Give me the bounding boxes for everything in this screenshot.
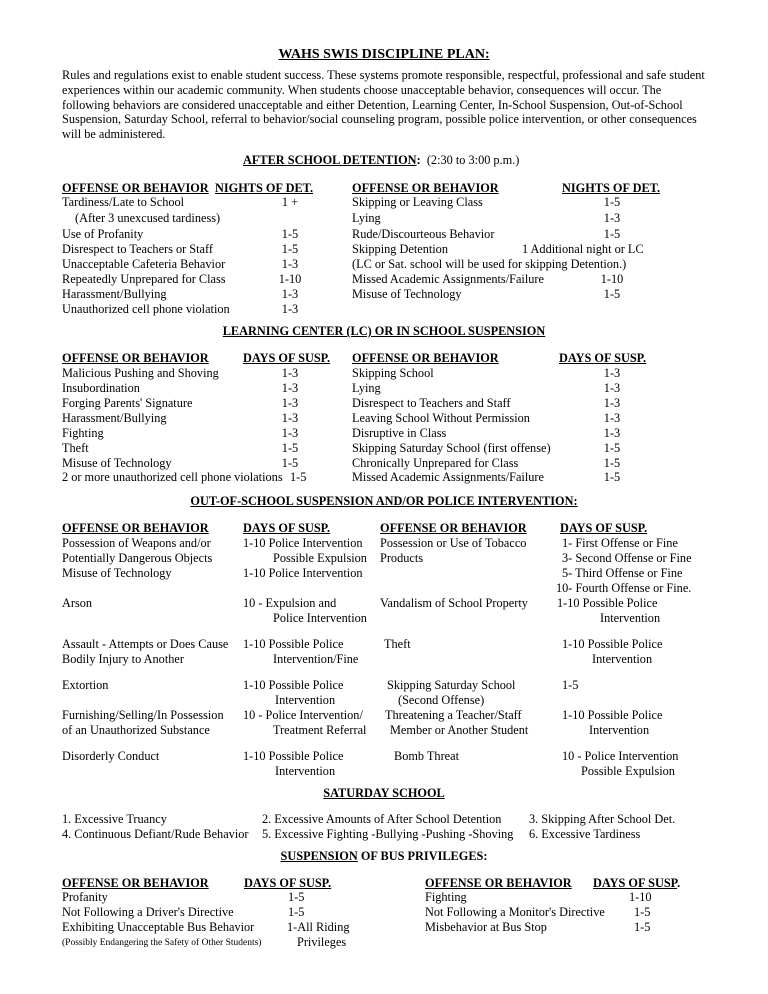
list-item-value: 1-10	[629, 890, 652, 904]
list-item: Repeatedly Unprepared for Class	[62, 272, 226, 286]
list-item-value: 1-5	[634, 905, 651, 919]
oss-col-offense-right: OFFENSE OR BEHAVIOR	[380, 521, 527, 535]
list-item-value: 1-3	[603, 366, 621, 380]
detention-heading: AFTER SCHOOL DETENTION	[243, 153, 417, 167]
oss-offense: Vandalism of School Property	[380, 596, 528, 610]
list-item: 4. Continuous Defiant/Rude Behavior	[62, 827, 249, 841]
oss-value: 1-10 Police Intervention	[243, 566, 363, 580]
list-item: Skipping Saturday School (first offense)	[352, 441, 551, 455]
list-item-value: 1-10	[600, 272, 624, 286]
list-item-value: 1-3	[603, 411, 621, 425]
list-item-value: 1-3	[281, 396, 299, 410]
list-item: Insubordination	[62, 381, 140, 395]
oss-value: 1-5	[562, 678, 579, 692]
list-item: Rude/Discourteous Behavior	[352, 227, 495, 241]
detention-col-nights-right: NIGHTS OF DET.	[562, 181, 661, 195]
oss-value: 1-10 Police Intervention	[243, 536, 363, 550]
list-item-value: 1-5	[603, 227, 621, 241]
list-item: Misuse of Technology	[352, 287, 462, 301]
oss-value: 3- Second Offense or Fine	[562, 551, 692, 565]
oss-offense: Skipping Saturday School	[387, 678, 516, 692]
bus-heading: SUSPENSION OF BUS PRIVILEGES:	[280, 849, 488, 863]
list-item: Misuse of Technology	[62, 456, 172, 470]
oss-offense: Possession or Use of Tobacco	[380, 536, 527, 550]
list-item: Forging Parents' Signature	[62, 396, 193, 410]
oss-value: Intervention	[600, 611, 661, 625]
oss-offense: Products	[380, 551, 424, 565]
intro-paragraph: Rules and regulations exist to enable student success. These systems promote responsible, respectful, professional and safe student experiences within our academic community. When students choose unacceptable behavior, consequences will occur. The following behaviors are considered unacceptable and either Detention, Learning Center, In-School Suspension, Out-of-School Suspension, Saturday School, referral to behavior/social counseling program, possible police intervention, or other consequences will be administered.	[62, 68, 705, 142]
list-item: Not Following a Driver's Directive	[62, 905, 234, 919]
oss-value: Possible Expulsion	[273, 551, 367, 565]
list-item-value: 1-5	[288, 905, 305, 919]
oss-offense: Bodily Injury to Another	[62, 652, 184, 666]
list-item-value: 1-5	[603, 195, 621, 209]
list-item-value: 1 +	[281, 195, 299, 209]
oss-offense: (Second Offense)	[398, 693, 485, 707]
list-item: Skipping Detention	[352, 242, 448, 256]
list-item: (LC or Sat. school will be used for skipping Detention.)	[352, 257, 627, 271]
detention-col-offense-left: OFFENSE OR BEHAVIOR	[62, 181, 209, 195]
list-item-value: 1-3	[603, 211, 621, 225]
oss-value: Intervention	[275, 764, 336, 778]
lc-col-offense-right: OFFENSE OR BEHAVIOR	[352, 351, 499, 365]
oss-value: 10- Fourth Offense or Fine.	[556, 581, 692, 595]
list-item: Harassment/Bullying	[62, 411, 167, 425]
oss-value: 5- Third Offense or Fine	[562, 566, 683, 580]
list-item-value: 1-5	[603, 470, 621, 484]
list-item-value: 1 Additional night or LC	[522, 242, 644, 256]
list-item-value: 1-5	[281, 227, 299, 241]
list-item: Skipping School	[352, 366, 434, 380]
oss-offense: Misuse of Technology	[62, 566, 172, 580]
oss-offense: Extortion	[62, 678, 109, 692]
list-item-value: 1-3	[281, 381, 299, 395]
list-item: Missed Academic Assignments/Failure	[352, 470, 544, 484]
oss-value: 10 - Police Intervention/	[243, 708, 363, 722]
list-item-value: 1-5	[634, 920, 651, 934]
list-item: Fighting	[425, 890, 467, 904]
oss-offense: Arson	[62, 596, 93, 610]
oss-value: 1-10 Possible Police	[243, 678, 344, 692]
lc-col-days-left: DAYS OF SUSP.	[243, 351, 331, 365]
list-item-value: 1-5	[290, 470, 307, 484]
list-item: Malicious Pushing and Shoving	[62, 366, 219, 380]
list-item: Chronically Unprepared for Class	[352, 456, 519, 470]
list-item-value: 1-10	[278, 272, 302, 286]
list-item-value: 1-3	[281, 287, 299, 301]
list-item: 3. Skipping After School Det.	[529, 812, 676, 826]
detention-time: (2:30 to 3:00 p.m.)	[426, 153, 520, 167]
list-item-value: 1-3	[281, 366, 299, 380]
list-item-value: 1-3	[281, 302, 299, 316]
list-item: Lying	[352, 381, 381, 395]
oss-value: Intervention/Fine	[273, 652, 359, 666]
oss-offense: Threatening a Teacher/Staff	[385, 708, 522, 722]
oss-value: Intervention	[275, 693, 336, 707]
bus-col-days-left: DAYS OF SUSP.	[244, 876, 332, 890]
list-item-value: 1-5	[281, 441, 299, 455]
list-item: 6. Excessive Tardiness	[529, 827, 641, 841]
list-item-value: 1-3	[281, 257, 299, 271]
oss-value: 1-10 Possible Police	[562, 708, 663, 722]
list-item: Disrespect to Teachers or Staff	[62, 242, 213, 256]
page-title: WAHS SWIS DISCIPLINE PLAN:	[278, 47, 490, 62]
detention-col-offense-right: OFFENSE OR BEHAVIOR	[352, 181, 499, 195]
oss-value: 10 - Expulsion and	[243, 596, 337, 610]
list-item-value: 1-3	[281, 411, 299, 425]
oss-offense: Member or Another Student	[390, 723, 529, 737]
detention-col-nights-left: NIGHTS OF DET.	[215, 181, 314, 195]
oss-col-days-right: DAYS OF SUSP.	[560, 521, 648, 535]
list-item: Missed Academic Assignments/Failure	[352, 272, 544, 286]
oss-heading: OUT-OF-SCHOOL SUSPENSION AND/OR POLICE INTERVENTION:	[190, 494, 578, 508]
oss-value: Treatment Referral	[273, 723, 367, 737]
lc-col-offense-left: OFFENSE OR BEHAVIOR	[62, 351, 209, 365]
detention-heading-row: AFTER SCHOOL DETENTION: (2:30 to 3:00 p.m.)	[243, 153, 520, 167]
list-item-value: 1-5	[281, 456, 299, 470]
oss-value: 1-10 Possible Police	[243, 749, 344, 763]
list-item: Exhibiting Unacceptable Bus Behavior	[62, 920, 255, 934]
list-item: 2 or more unauthorized cell phone violations	[62, 470, 283, 484]
saturday-heading: SATURDAY SCHOOL	[323, 786, 445, 800]
oss-value: 1-10 Possible Police	[562, 637, 663, 651]
list-item: (After 3 unexcused tardiness)	[75, 211, 221, 225]
oss-offense: Theft	[384, 637, 411, 651]
bus-col-offense-right: OFFENSE OR BEHAVIOR	[425, 876, 572, 890]
oss-offense: Possession of Weapons and/or	[62, 536, 211, 550]
list-item: Skipping or Leaving Class	[352, 195, 483, 209]
list-item: Disrespect to Teachers and Staff	[352, 396, 511, 410]
list-item: Profanity	[62, 890, 108, 904]
list-item: 1. Excessive Truancy	[62, 812, 167, 826]
list-item: 5. Excessive Fighting -Bullying -Pushing -Shoving	[262, 827, 514, 841]
list-item: Use of Profanity	[62, 227, 144, 241]
list-item-value: 1-5	[281, 242, 299, 256]
list-item: Unacceptable Cafeteria Behavior	[62, 257, 226, 271]
oss-offense: Disorderly Conduct	[62, 749, 160, 763]
oss-offense: Assault - Attempts or Does Cause	[62, 637, 229, 651]
oss-offense: of an Unauthorized Substance	[62, 723, 210, 737]
list-item-value: 1-5	[288, 890, 305, 904]
list-item: Misbehavior at Bus Stop	[425, 920, 547, 934]
list-item-value: 1-5	[603, 441, 621, 455]
oss-offense: Furnishing/Selling/In Possession	[62, 708, 224, 722]
oss-col-offense-left: OFFENSE OR BEHAVIOR	[62, 521, 209, 535]
oss-offense: Potentially Dangerous Objects	[62, 551, 213, 565]
list-item-value: 1-3	[603, 381, 621, 395]
list-item: Disruptive in Class	[352, 426, 447, 440]
list-item-value: 1-3	[603, 426, 621, 440]
list-item: Lying	[352, 211, 381, 225]
list-item-value: 1-3	[281, 426, 299, 440]
oss-col-days-left: DAYS OF SUSP.	[243, 521, 331, 535]
oss-offense: Bomb Threat	[394, 749, 460, 763]
list-item-value: 1-5	[603, 456, 621, 470]
list-item: Not Following a Monitor's Directive	[425, 905, 605, 919]
list-item: Leaving School Without Permission	[352, 411, 530, 425]
list-item: Unauthorized cell phone violation	[62, 302, 230, 316]
oss-value: 1- First Offense or Fine	[562, 536, 678, 550]
list-item-value: 1-All Riding	[287, 920, 350, 934]
oss-value: 1-10 Possible Police	[243, 637, 344, 651]
oss-value: 10 - Police Intervention	[562, 749, 679, 763]
list-item: Fighting	[62, 426, 104, 440]
list-item: Theft	[62, 441, 89, 455]
lc-col-days-right: DAYS OF SUSP.	[559, 351, 647, 365]
lc-heading: LEARNING CENTER (LC) OR IN SCHOOL SUSPENSION	[222, 324, 546, 338]
list-item-value: Privileges	[297, 935, 347, 949]
list-item-value: 1-3	[603, 396, 621, 410]
oss-value: 1-10 Possible Police	[557, 596, 658, 610]
oss-value: Intervention	[592, 652, 653, 666]
bus-col-days-right: DAYS OF SUSP.	[593, 876, 681, 890]
list-item-value: 1-5	[603, 287, 621, 301]
oss-value: Police Intervention	[273, 611, 367, 625]
list-item: 2. Excessive Amounts of After School Detention	[262, 812, 502, 826]
bus-col-offense-left: OFFENSE OR BEHAVIOR	[62, 876, 209, 890]
oss-value: Intervention	[589, 723, 650, 737]
list-item: Harassment/Bullying	[62, 287, 167, 301]
list-item: Tardiness/Late to School	[62, 195, 185, 209]
bus-note: (Possibly Endangering the Safety of Other Students)	[62, 938, 262, 948]
oss-value: Possible Expulsion	[581, 764, 675, 778]
